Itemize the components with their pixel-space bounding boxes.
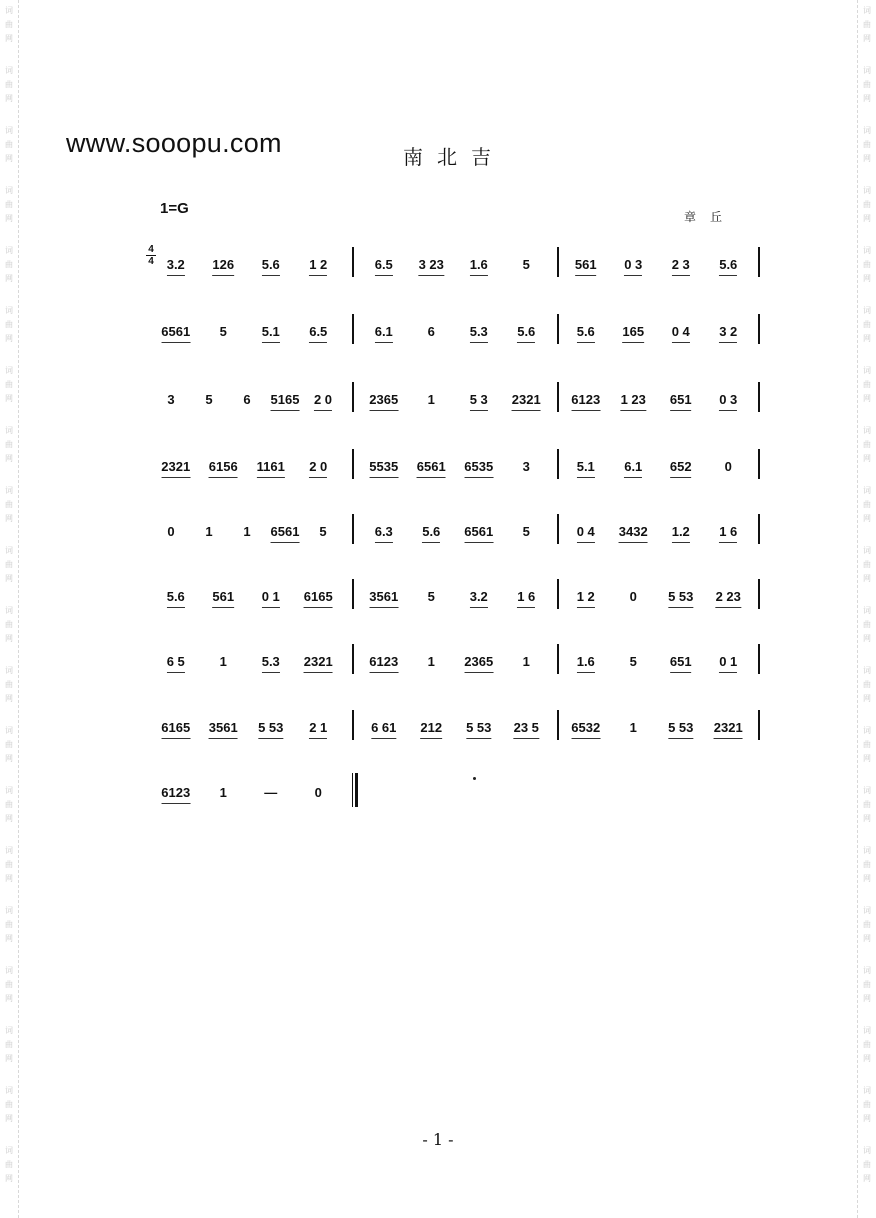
watermark-glyph: 曲 [5,560,13,569]
watermark-glyph: 词 [5,186,13,195]
barline [557,514,559,544]
note-group: 1.6 [469,257,488,272]
watermark-glyph: 曲 [5,260,13,269]
note-group: 3 [522,459,530,474]
note-group: 6.5 [309,324,328,339]
watermark-glyph: 词 [5,246,13,255]
watermark-glyph: 词 [863,786,871,795]
watermark-glyph: 词 [5,426,13,435]
watermark-glyph: 网 [863,874,871,883]
watermark-glyph: 词 [5,906,13,915]
note-group: 6 61 [371,720,397,735]
watermark-glyph: 曲 [5,80,13,89]
watermark-glyph: 词 [863,846,871,855]
barline [557,644,559,674]
watermark-glyph: 网 [863,94,871,103]
watermark-glyph: 网 [863,274,871,283]
watermark-glyph: 曲 [863,80,871,89]
barline [557,579,559,609]
watermark-glyph: 词 [863,906,871,915]
score-row [0,388,876,428]
watermark-glyph: 网 [863,1174,871,1183]
note-group: 6 5 [166,654,185,669]
watermark-glyph: 网 [5,34,13,43]
watermark-glyph: 曲 [5,1160,13,1169]
watermark-glyph: 曲 [5,380,13,389]
watermark-glyph: 曲 [863,500,871,509]
watermark-glyph: 曲 [863,1100,871,1109]
barline [352,514,354,544]
note-group: 2321 [511,392,541,407]
barline [557,449,559,479]
note-group: 6123 [571,392,601,407]
watermark-glyph: 词 [5,966,13,975]
note-group: 5 [219,324,227,339]
note-group: 0 [724,459,732,474]
note-group: 3 2 [719,324,738,339]
watermark-glyph: 词 [863,246,871,255]
watermark-glyph: 词 [863,306,871,315]
note-group: 2365 [369,392,399,407]
barline [758,382,760,412]
score-row [0,585,876,625]
barline [352,449,354,479]
note-group: 2365 [464,654,494,669]
watermark-glyph: 网 [5,334,13,343]
watermark-glyph: 网 [5,754,13,763]
watermark-glyph: 网 [863,694,871,703]
note-group: 0 3 [624,257,643,272]
note-group: 5 [522,524,530,539]
watermark-glyph: 曲 [863,20,871,29]
watermark-glyph: 词 [863,966,871,975]
watermark-glyph: 词 [5,66,13,75]
watermark-glyph: 网 [5,634,13,643]
note-group: 0 1 [719,654,738,669]
note-group: 0 4 [576,524,595,539]
watermark-glyph: 词 [5,546,13,555]
note-group: 5 [427,589,435,604]
watermark-glyph: 词 [5,846,13,855]
note-group: 2321 [161,459,191,474]
note-group: 652 [669,459,692,474]
score-row [0,650,876,690]
watermark-glyph: 曲 [863,560,871,569]
barline [352,314,354,344]
note-group: 6.1 [624,459,643,474]
watermark-glyph: 曲 [863,440,871,449]
note-group: 5.1 [261,324,280,339]
watermark-glyph: 网 [5,394,13,403]
watermark-glyph: 曲 [5,740,13,749]
watermark-glyph: 词 [5,126,13,135]
watermark-glyph: 曲 [5,200,13,209]
note-group: 0 [167,524,175,539]
watermark-glyph: 曲 [863,320,871,329]
note-group: 561 [212,589,235,604]
note-group: 6561 [161,324,191,339]
note-group: 5.3 [469,324,488,339]
watermark-glyph: 曲 [5,1040,13,1049]
note-group: 651 [669,654,692,669]
watermark-glyph: 曲 [863,260,871,269]
note-group: 1.6 [576,654,595,669]
note-group: 6535 [464,459,494,474]
final-barline-thin [352,773,353,807]
note-group: 2 0 [309,459,328,474]
watermark-glyph: 曲 [5,140,13,149]
watermark-glyph: 曲 [5,320,13,329]
note-group: 3 23 [418,257,444,272]
note-group: 5.6 [576,324,595,339]
watermark-glyph: 曲 [5,20,13,29]
watermark-glyph: 曲 [863,140,871,149]
note-group: 6 [427,324,435,339]
time-signature-denominator: 4 [148,256,154,267]
note-group: 6532 [571,720,601,735]
note-group: 0 3 [719,392,738,407]
watermark-glyph: 网 [863,454,871,463]
barline [758,579,760,609]
barline [758,644,760,674]
watermark-glyph: 网 [5,1174,13,1183]
note-group: 1.2 [671,524,690,539]
note-group: 126 [212,257,235,272]
watermark-glyph: 网 [5,874,13,883]
watermark-glyph: 网 [863,754,871,763]
note-group: 6.3 [374,524,393,539]
note-group: 6156 [208,459,238,474]
barline [352,382,354,412]
barline [557,247,559,277]
watermark-glyph: 网 [863,1054,871,1063]
note-group: 5.6 [517,324,536,339]
note-group: 5.6 [422,524,441,539]
watermark-glyph: 网 [863,394,871,403]
note-group: 561 [574,257,597,272]
note-group: 5 53 [466,720,492,735]
key-signature: 1=G [160,200,189,217]
watermark-glyph: 曲 [863,200,871,209]
note-group: 5 3 [469,392,488,407]
note-group: 3432 [618,524,648,539]
watermark-glyph: 曲 [5,500,13,509]
barline [758,514,760,544]
watermark-glyph: 网 [5,514,13,523]
note-group: 6561 [416,459,446,474]
note-group: 6123 [161,785,191,800]
note-group: 1 23 [620,392,646,407]
watermark-glyph: 词 [5,1086,13,1095]
watermark-glyph: 词 [863,186,871,195]
note-group: 1161 [256,459,285,474]
watermark-glyph: 词 [863,546,871,555]
note-group: 6123 [369,654,399,669]
watermark-glyph: 曲 [5,860,13,869]
watermark-glyph: 词 [863,1026,871,1035]
watermark-glyph: 网 [863,154,871,163]
barline [352,644,354,674]
watermark-glyph: 网 [863,574,871,583]
note-group: 1 [427,392,435,407]
watermark-glyph: 词 [5,1026,13,1035]
watermark-glyph: 网 [5,574,13,583]
note-group: 2 0 [313,392,333,407]
watermark-glyph: 曲 [5,980,13,989]
barline [352,579,354,609]
watermark-glyph: 词 [5,306,13,315]
note-group: 1 2 [309,257,328,272]
watermark-glyph: 曲 [5,620,13,629]
watermark-glyph: 曲 [863,1160,871,1169]
note-group: 1 [427,654,435,669]
watermark-glyph: 词 [5,486,13,495]
note-group: 6165 [303,589,333,604]
watermark-glyph: 词 [5,666,13,675]
score-row [0,716,876,756]
note-group: 6165 [161,720,191,735]
note-group: 5 [319,524,327,539]
watermark-glyph: 词 [863,1146,871,1155]
note-group: 1 [219,785,227,800]
barline [352,247,354,277]
note-group: 0 [629,589,637,604]
note-group: 5 [522,257,530,272]
note-group: 5.6 [719,257,738,272]
note-group: 651 [669,392,692,407]
note-group: 0 [314,785,322,800]
note-group: 3561 [208,720,238,735]
watermark-glyph: 网 [5,154,13,163]
watermark-glyph: 曲 [863,680,871,689]
watermark-glyph: 网 [863,1114,871,1123]
watermark-glyph: 曲 [5,800,13,809]
watermark-glyph: 词 [863,426,871,435]
note-group: 165 [622,324,645,339]
watermark-glyph: 词 [5,366,13,375]
note-group: 5535 [369,459,399,474]
watermark-glyph: 曲 [863,860,871,869]
watermark-glyph: 网 [863,634,871,643]
note-group: 3 [167,392,175,407]
note-group: — [264,785,278,800]
note-group: 2 1 [309,720,328,735]
watermark-glyph: 词 [863,126,871,135]
watermark-glyph: 曲 [863,920,871,929]
watermark-glyph: 网 [5,694,13,703]
barline [758,314,760,344]
note-group: 6561 [270,524,300,539]
watermark-glyph: 曲 [863,740,871,749]
note-group: 5 [205,392,213,407]
note-group: 3.2 [166,257,185,272]
note-group: 3.2 [469,589,488,604]
watermark-glyph: 网 [5,454,13,463]
barline [758,710,760,740]
watermark-glyph: 曲 [863,800,871,809]
note-group: 6.5 [374,257,393,272]
watermark-glyph: 词 [863,666,871,675]
note-group: 3561 [369,589,399,604]
page-title: 南北吉 [403,145,505,169]
watermark-glyph: 词 [5,726,13,735]
watermark-glyph: 网 [5,934,13,943]
note-group: 212 [420,720,443,735]
barline [557,382,559,412]
note-group: 2 23 [715,589,741,604]
score-row [0,520,876,560]
watermark-glyph: 曲 [863,620,871,629]
ink-speck [473,777,476,780]
score-row [0,320,876,360]
watermark-glyph: 网 [5,94,13,103]
watermark-glyph: 曲 [863,1040,871,1049]
watermark-glyph: 网 [863,214,871,223]
score-row [0,253,876,293]
note-group: 6561 [464,524,494,539]
note-group: 2321 [303,654,333,669]
note-group: 1 6 [719,524,738,539]
score-row [0,455,876,495]
composer: 章丘 [684,210,737,224]
watermark-glyph: 曲 [5,440,13,449]
watermark-glyph: 网 [863,34,871,43]
note-group: 5 53 [668,589,694,604]
watermark-glyph: 词 [5,606,13,615]
watermark-glyph: 网 [863,934,871,943]
note-group: 1 6 [517,589,536,604]
watermark-glyph: 词 [863,606,871,615]
site-url: www.sooopu.com [66,128,282,158]
watermark-glyph: 词 [863,1086,871,1095]
note-group: 2 3 [671,257,690,272]
watermark-glyph: 曲 [863,380,871,389]
page-number: - 1 - [422,1130,454,1149]
watermark-glyph: 词 [5,1146,13,1155]
watermark-glyph: 网 [863,814,871,823]
watermark-glyph: 曲 [5,1100,13,1109]
note-group: 5 [629,654,637,669]
note-group: 23 5 [513,720,539,735]
watermark-glyph: 词 [5,786,13,795]
watermark-glyph: 曲 [5,920,13,929]
watermark-glyph: 词 [863,66,871,75]
time-signature-numerator: 4 [148,244,154,255]
watermark-glyph: 网 [863,994,871,1003]
watermark-glyph: 词 [863,726,871,735]
watermark-glyph: 网 [5,274,13,283]
watermark-glyph: 网 [5,814,13,823]
note-group: 0 1 [261,589,280,604]
note-group: 5.6 [166,589,185,604]
watermark-glyph: 网 [5,1054,13,1063]
note-group: 5.1 [576,459,595,474]
score-row [0,781,876,821]
note-group: 5 53 [258,720,284,735]
watermark-glyph: 网 [5,1114,13,1123]
note-group: 6.1 [374,324,393,339]
note-group: 1 [243,524,251,539]
note-group: 5.3 [261,654,280,669]
watermark-glyph: 词 [863,486,871,495]
note-group: 1 [629,720,637,735]
note-group: 1 2 [576,589,595,604]
watermark-glyph: 词 [863,6,871,15]
note-group: 2321 [713,720,743,735]
watermark-glyph: 网 [5,994,13,1003]
note-group: 5 53 [668,720,694,735]
note-group: 0 4 [671,324,690,339]
barline [758,247,760,277]
watermark-glyph: 网 [863,514,871,523]
final-barline-thick [355,773,358,807]
watermark-glyph: 网 [5,214,13,223]
watermark-glyph: 曲 [863,980,871,989]
barline [557,710,559,740]
watermark-glyph: 词 [863,366,871,375]
watermark-glyph: 词 [5,6,13,15]
note-group: 5165 [270,392,300,407]
note-group: 1 [205,524,213,539]
watermark-glyph: 曲 [5,680,13,689]
barline [352,710,354,740]
watermark-glyph: 网 [863,334,871,343]
note-group: 5.6 [261,257,280,272]
note-group: 1 [522,654,530,669]
barline [557,314,559,344]
note-group: 1 [219,654,227,669]
barline [758,449,760,479]
note-group: 6 [243,392,251,407]
